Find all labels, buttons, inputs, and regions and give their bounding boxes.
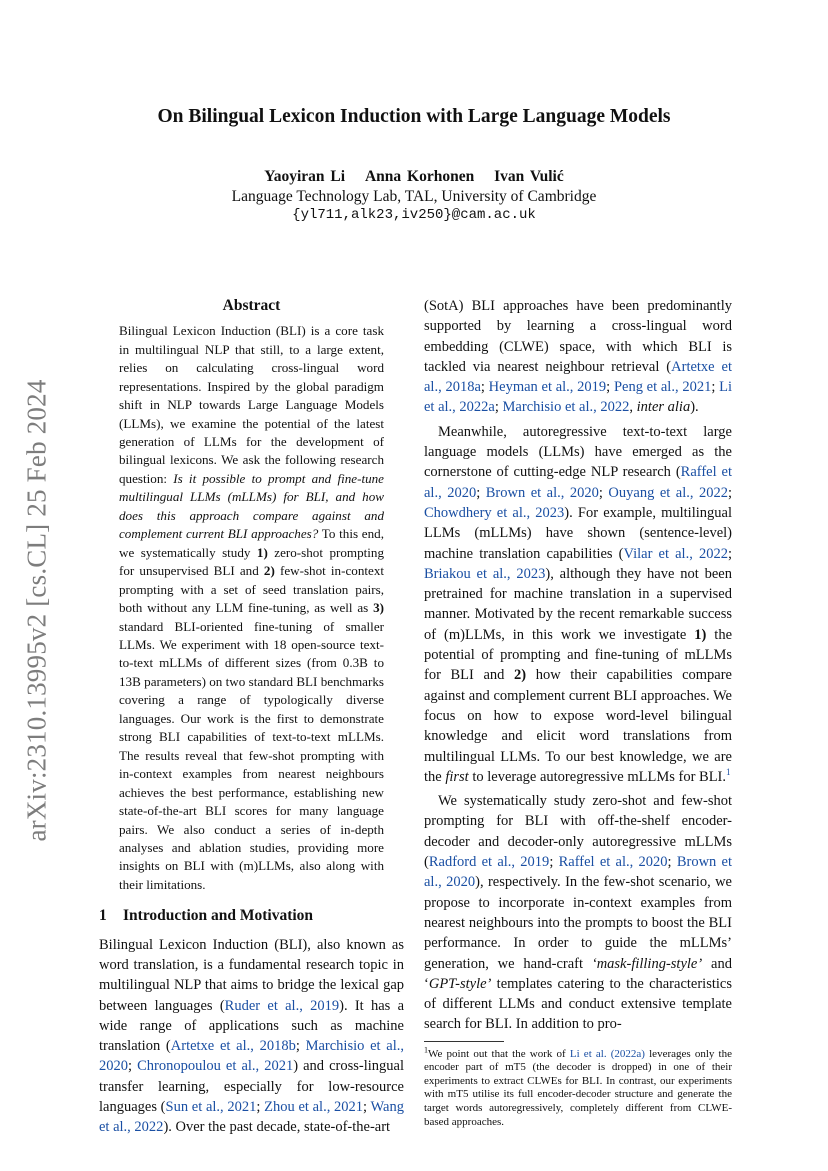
body-paragraph xyxy=(424,296,732,418)
abstract-segment: zero-shot prompting for unsupervised BLI and xyxy=(119,544,384,579)
citation-link[interactable]: Sun et al., 2021 xyxy=(165,1099,257,1116)
text-segment: leverages only the encoder part of mT5 (the decoder is dropped) in one of their experiments to extract CLWEs for BLI. In contrast, our experiments with mT5 utilise its full encoder-decoder structure and generate the target words autoregressively, completely different from CLWE-based approaches. xyxy=(424,1047,732,1128)
enum-marker: 1) xyxy=(256,544,268,560)
text-segment: ; xyxy=(728,484,733,501)
text-segment: ; xyxy=(711,379,720,396)
research-question: Is it possible to prompt and fine-tune multilingual LLMs (mLLMs) for BLI, and how does this approach compare against and complement current BLI approaches? xyxy=(119,470,384,542)
text-segment: ). xyxy=(690,399,699,416)
text-segment: and ‘ xyxy=(424,955,732,992)
text-segment: ‘mask-filling-style’ xyxy=(591,955,703,972)
citation-link[interactable]: Marchisio et al., 2022 xyxy=(502,399,630,416)
citation-link[interactable]: Wang et al., 2022 xyxy=(99,1099,404,1136)
text-segment: Bilingual Lexicon Induction (BLI), also known as word translation, is a fundamental research topic in multilingual NLP that aims to bridge the lexical gap between languages ( xyxy=(99,936,404,1014)
text-segment: ). Over the past decade, state-of-the-art xyxy=(163,1119,391,1136)
text-segment: We systematically study zero-shot and few-shot prompting for BLI with off-the-shelf encoder-decoder and decoder-only autoregressive mLLMs ( xyxy=(424,793,732,871)
enum-marker: 2) xyxy=(514,667,527,684)
author-name: Ivan Vulić xyxy=(494,168,564,185)
citation-link[interactable]: Radford et al., 2019 xyxy=(428,854,550,871)
text-segment: ) and cross-lingual transfer learning, especially for low-resource languages ( xyxy=(99,1058,404,1116)
text-segment: the potential of prompting and fine-tuning of mLLMs for BLI and xyxy=(424,626,733,684)
right-column xyxy=(424,296,732,1129)
text-segment: ; xyxy=(128,1058,138,1075)
footnote-marker[interactable]: 1 xyxy=(726,767,731,777)
citation-link[interactable]: Raffel et al., 2020 xyxy=(424,464,732,501)
text-segment: ). It has a wide range of applications such as machine translation ( xyxy=(99,997,404,1055)
citation-link[interactable]: Brown et al., 2020 xyxy=(485,484,599,501)
enum-marker: 1) xyxy=(694,626,707,643)
body-paragraph xyxy=(424,791,732,1035)
text-segment: We point out that the work of xyxy=(428,1047,570,1060)
text-segment: ), respectively. In the few-shot scenario, we propose to incorporate in-context examples from nearest neighbours into the prompts to boost the BLI performance. In order to guide the mLLMs’ generation, we hand-craft xyxy=(424,874,732,972)
left-column xyxy=(99,296,404,1138)
citation-link[interactable]: Ruder et al., 2019 xyxy=(224,997,340,1014)
author-list xyxy=(0,168,828,186)
footnote-divider xyxy=(424,1041,504,1042)
citation-link[interactable]: Artetxe et al., 2018a xyxy=(424,358,732,396)
citation-link[interactable]: Chowdhery et al., 2023 xyxy=(424,504,565,521)
author-name: Anna Korhonen xyxy=(364,168,475,185)
text-segment: ; xyxy=(256,1099,265,1116)
text-segment: ; xyxy=(476,484,486,501)
citation-link[interactable]: Heyman et al., 2019 xyxy=(488,379,607,396)
citation-link[interactable]: Li et al. (2022a) xyxy=(569,1047,645,1060)
text-segment: to leverage autoregressive mLLMs for BLI. xyxy=(468,768,727,785)
citation-link[interactable]: Brown et al., 2020 xyxy=(424,854,733,891)
citation-link[interactable]: Zhou et al., 2021 xyxy=(264,1099,364,1116)
intro-paragraph xyxy=(99,935,404,1138)
text-segment: templates catering to the characteristics of different LLMs and conduct extensive template search for BLI. In addition to pro- xyxy=(424,975,732,1033)
arxiv-identifier: arXiv:2310.13995v2 [cs.CL] 25 Feb 2024 xyxy=(21,378,52,842)
text-segment: ; xyxy=(295,1038,306,1055)
citation-link[interactable]: Vilar et al., 2022 xyxy=(623,545,728,562)
text-segment: ), although they have not been pretrained for machine translation in a supervised manner. Motivated by the recent remarkable success of (m)LLMs, in this work we investigate xyxy=(424,565,732,643)
citation-link[interactable]: Chronopoulou et al., 2021 xyxy=(137,1058,294,1075)
section-title: Introduction and Motivation xyxy=(123,907,314,925)
text-segment: ; xyxy=(606,379,614,396)
text-segment: how their capabilities compare against and complement current BLI approaches. We focus on how to expose word-level bilingual knowledge and elicit word translations from multilingual LLMs. To our best knowledge, we are the xyxy=(424,667,732,785)
text-segment: ; xyxy=(494,399,503,416)
abstract-segment: few-shot in-context prompting with a set of seed translation pairs, both without any LLM fine-tuning, as well as xyxy=(119,563,384,616)
text-segment: ; xyxy=(363,1099,371,1116)
abstract-segment: Bilingual Lexicon Induction (BLI) is a core task in multilingual NLP that still, to a large extent, relies on calculating cross-lingual word representations. Inspired by the global paradigm shift in NLP towards Large Language Models (LLMs), we examine the potential of the latest generation of LLMs for the development of bilingual lexicons. We ask the following research question: xyxy=(119,323,384,486)
citation-link[interactable]: Raffel et al., 2020 xyxy=(558,854,668,871)
author-emails: {yl711,alk23,iv250}@cam.ac.uk xyxy=(292,207,536,223)
text-segment: ). For example, multilingual LLMs (mLLMs) have shown (sentence-level) machine translation capabilities ( xyxy=(424,504,732,562)
citation-link[interactable]: Artetxe et al., 2018b xyxy=(170,1038,296,1055)
arxiv-side-stamp xyxy=(14,360,60,860)
citation-link[interactable]: Peng et al., 2021 xyxy=(613,379,712,396)
paper-title: On Bilingual Lexicon Induction with Large Language Models xyxy=(157,106,671,127)
text-segment: ; xyxy=(598,484,609,501)
citation-link[interactable]: Li et al., 2022a xyxy=(424,379,732,416)
footnote xyxy=(424,1045,732,1130)
abstract-heading: Abstract xyxy=(222,297,281,314)
affiliation: Language Technology Lab, TAL, University of Cambridge xyxy=(231,188,597,205)
text-segment: ; xyxy=(727,545,732,562)
text-segment: Meanwhile, autoregressive text-to-text large language models (LLMs) have emerged as the cornerstone of cutting-edge NLP research ( xyxy=(424,423,732,481)
enum-marker: 3) xyxy=(373,600,384,616)
text-segment: ; xyxy=(549,854,559,871)
citation-link[interactable]: Marchisio et al., 2020 xyxy=(99,1038,404,1075)
text-segment: , xyxy=(629,399,637,416)
text-segment: inter alia xyxy=(636,399,691,416)
enum-marker: 2) xyxy=(263,563,275,579)
text-segment: (SotA) BLI approaches have been predominantly supported by learning a cross-lingual word embedding (CLWE) space, with which BLI is tackled via nearest neighbour retrieval ( xyxy=(424,298,732,375)
text-segment: GPT-style’ xyxy=(428,975,492,992)
citation-link[interactable]: Ouyang et al., 2022 xyxy=(608,484,728,501)
footnote-number: 1 xyxy=(424,1045,428,1055)
author-name: Yaoyiran Li xyxy=(264,168,346,185)
text-segment: ; xyxy=(667,854,677,871)
body-paragraph xyxy=(424,422,732,787)
section-heading xyxy=(99,906,404,926)
abstract-segment: standard BLI-oriented fine-tuning of smaller LLMs. We experiment with 18 open-source text-to-text mLLMs of different sizes (from 0.3B to 13B parameters) on two standard BLI benchmarks covering a range of typologically diverse languages. Our work is the first to demonstrate strong BLI capabilities of text-to-text mLLMs. The results reveal that few-shot prompting with in-context examples from nearest neighbours achieves the best performance, establishing new state-of-the-art BLI scores for many language pairs. We also conduct a series of in-depth analyses and ablation studies, providing more insights on BLI with (m)LLMs, also along with their limitations. xyxy=(119,618,384,892)
abstract-text xyxy=(119,322,384,894)
text-segment: ; xyxy=(480,379,489,396)
citation-link[interactable]: Briakou et al., 2023 xyxy=(424,565,546,582)
section-number: 1 xyxy=(99,907,107,925)
text-segment: first xyxy=(445,768,469,785)
abstract-segment: To this end, we systematically study xyxy=(119,526,384,560)
